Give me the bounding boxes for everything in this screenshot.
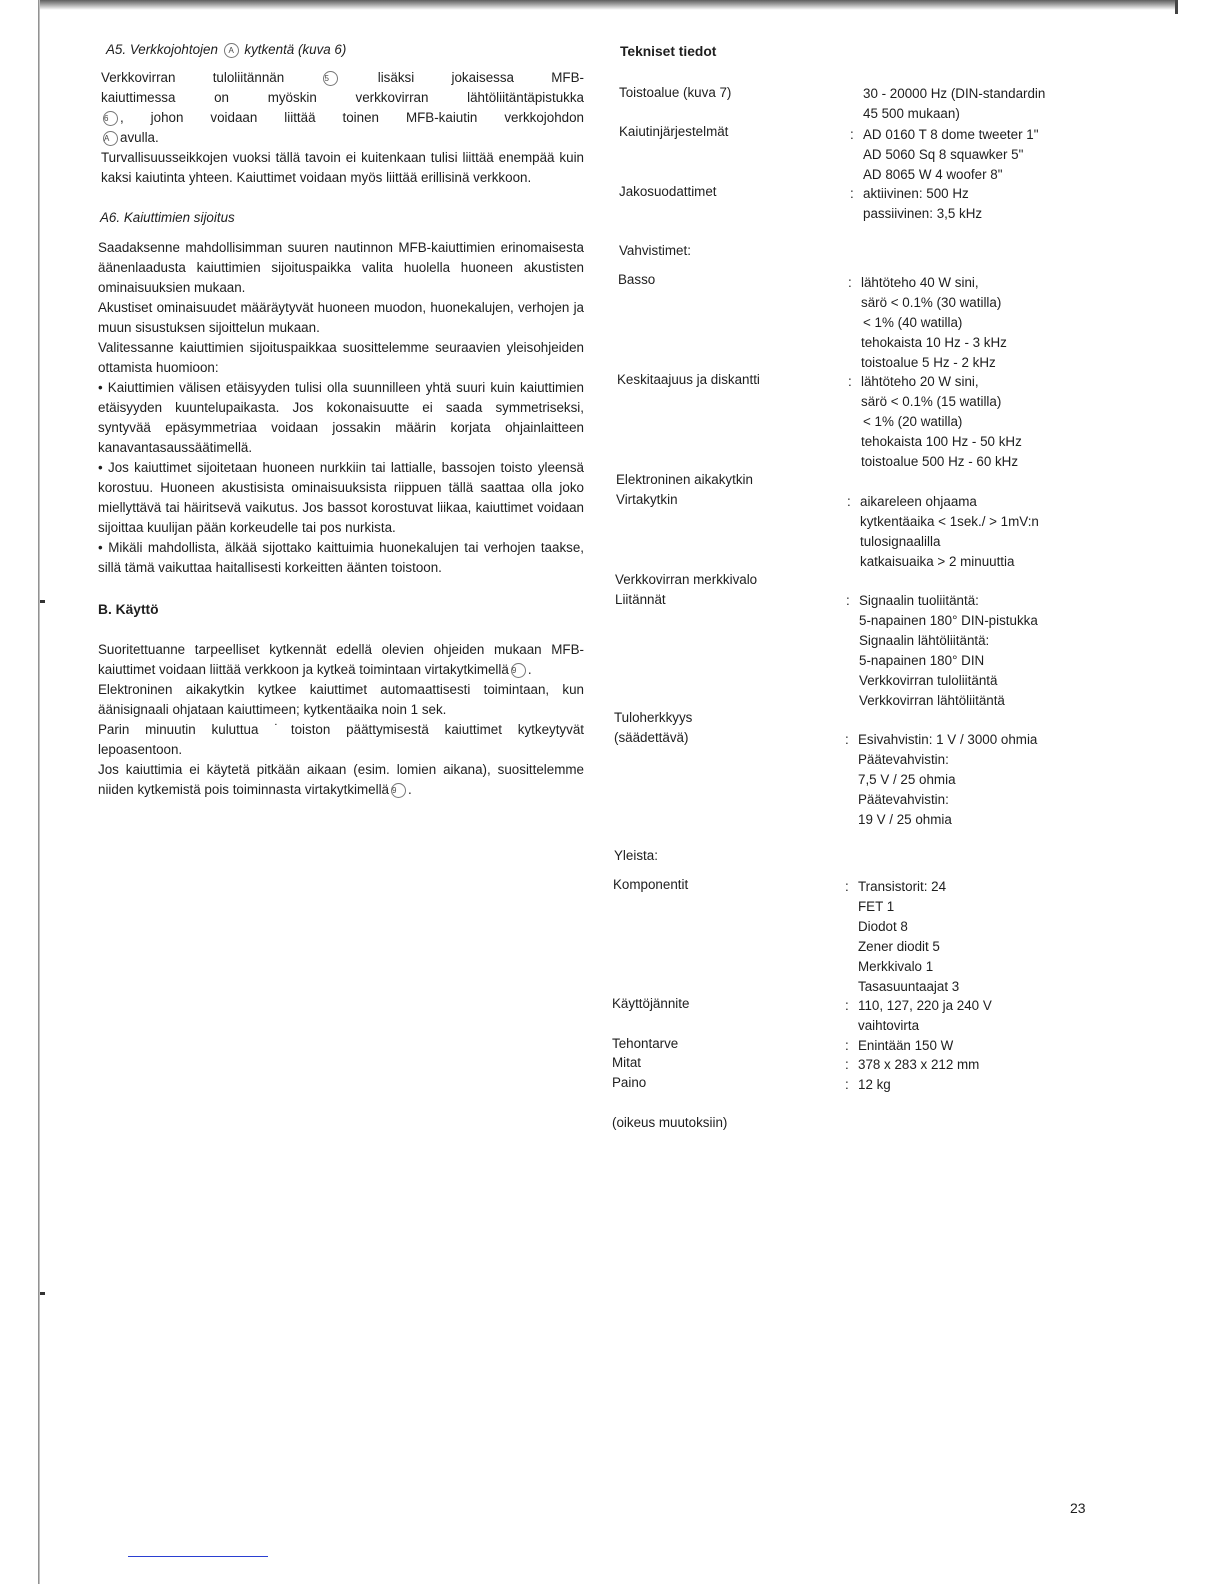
paragraph: Jos kaiuttimia ei käytetä pitkään aikaan (esim. lomien aikana), suosittelemme niiden kytkemistä pois toiminnasta virtakytkimellä 9 . bbox=[98, 762, 584, 797]
bullet-item: • Jos kaiuttimet sijoitetaan huoneen nurkkiin tai lattialle, bassojen toisto yleensä korostuu. Huoneen akustisista ominaisuuksista riippuen tällä saattaa olla joko miellyttävä tai häiritsevä vaikutus. Jos bassot korostuvat liikaa, kaiuttimet voidaan sijoittaa kuulijan pään korkeudelle tai pos nurkista. bbox=[98, 460, 584, 535]
bullet-item: • Mikäli mahdollista, älkää sijottako kaittuimia huonekalujen tai verhojen taakse, sillä tämä vaikuttaa haitallisesti korkeitten äänten toistoon. bbox=[98, 540, 584, 575]
paragraph: Valitessanne kaiuttimien sijoituspaikkaa suosittelemme seuraavien yleisohjeiden ottamista huomioon: bbox=[98, 340, 584, 375]
connector-6-symbol: 6 bbox=[103, 111, 118, 126]
section-a5-body bbox=[101, 68, 584, 188]
spec-value-liitannat: : Signaalin tuoliitäntä: 5-napainen 180° DIN-pistukka Signaalin lähtöliitäntä: 5-napainen 180° DIN Verkkovirran tuloliitäntä Verkkovirran lähtöliitäntä bbox=[846, 593, 1038, 708]
paragraph: Parin minuutin kuluttua ˙toiston päättymisestä kaiuttimet kytkeytyvät lepoasentoon. bbox=[98, 722, 584, 757]
spec-value-keskitaajuus: : lähtöteho 20 W sini, särö < 0.1% (15 watilla) < 1% (20 watilla) tehokaista 100 Hz - 50 kHz toistoalue 500 Hz - 60 kHz bbox=[848, 374, 1022, 469]
spec-label-kayttojannite: Käyttöjännite bbox=[612, 996, 690, 1011]
connector-a-symbol: A bbox=[224, 43, 239, 58]
spec-label-toistoalue: Toistoalue (kuva 7) bbox=[619, 85, 732, 100]
spec-value-basso: : lähtöteho 40 W sini, särö < 0.1% (30 watilla) < 1% (40 watilla) tehokaista 10 Hz - 3 kHz toistoalue 5 Hz - 2 kHz bbox=[848, 275, 1007, 370]
page-top-edge bbox=[40, 0, 1178, 10]
paragraph: 6 , johon voidaan liittää toinen MFB-kaiutin verkkojohdon bbox=[104, 110, 584, 125]
spec-label-tuloherkkyys: Tuloherkkyys (säädettävä) bbox=[614, 710, 693, 745]
spec-value-kayttojannite: : 110, 127, 220 ja 240 V vaihtovirta bbox=[845, 998, 992, 1033]
spec-note: (oikeus muutoksiin) bbox=[612, 1115, 728, 1130]
paragraph: A avulla. bbox=[104, 130, 159, 145]
spec-label-paino: Paino bbox=[612, 1075, 647, 1090]
paragraph: kaiuttimessa on myöskin verkkovirran lähtöliitäntäpistukka bbox=[101, 90, 584, 105]
spec-value-jakosuodattimet: : aktiivinen: 500 Hz passiivinen: 3,5 kHz bbox=[850, 186, 983, 221]
page-corner-mark bbox=[1175, 0, 1178, 14]
specs-title: Tekniset tiedot bbox=[620, 44, 717, 59]
spec-label-liitannat: Verkkovirran merkkivalo Liitännät bbox=[615, 572, 758, 607]
spec-value-tuloherkkyys: : Esivahvistin: 1 V / 3000 ohmia Päätevahvistin: 7,5 V / 25 ohmia Päätevahvistin: 19 V / 25 ohmia bbox=[845, 732, 1038, 827]
spec-label-jakosuodattimet: Jakosuodattimet bbox=[619, 184, 717, 199]
spec-value-toistoalue: 30 - 20000 Hz (DIN-standardin 45 500 mukaan) bbox=[863, 86, 1046, 121]
switch-9-symbol: 9 bbox=[511, 663, 526, 678]
paragraph: Verkkovirran tuloliitännän 5 lisäksi jokaisessa MFB- bbox=[101, 70, 584, 85]
spec-label-kaiutinjarjestelmat: Kaiutinjärjestelmät bbox=[619, 124, 729, 139]
paragraph: Elektroninen aikakytkin kytkee kaiuttimet automaattisesti toimintaan, kun äänisignaali ohjataan kaiuttimeen; kytkentäaika noin 1 sek. bbox=[98, 682, 584, 717]
section-a5-heading: A5. Verkkojohtojen A kytkentä (kuva 6) bbox=[106, 42, 347, 57]
spec-value-mitat: : 378 x 283 x 212 mm bbox=[845, 1057, 980, 1072]
spec-value-tehontarve: : Enintään 150 W bbox=[845, 1038, 954, 1053]
spec-label-aikakytkin: Elektroninen aikakytkin Virtakytkin bbox=[616, 472, 753, 507]
paragraph: Saadaksenne mahdollisimman suuren nautinnon MFB-kaiuttimien erinomaisesta äänenlaadusta kaiuttimien sijoituspaikka valita huolella huoneen akustisten ominaisuuksien mukaan. bbox=[98, 240, 584, 295]
margin-tick bbox=[40, 1292, 45, 1295]
switch-9-symbol: 9 bbox=[391, 783, 406, 798]
section-b-body bbox=[98, 640, 584, 800]
spec-value-komponentit: : Transistorit: 24 FET 1 Diodot 8 Zener diodit 5 Merkkivalo 1 Tasasuuntaajat 3 bbox=[845, 879, 960, 994]
paragraph: Akustiset ominaisuudet määräytyvät huoneen muodon, huonekalujen, verhojen ja muun sisustuksen sijoittelun mukaan. bbox=[98, 300, 584, 335]
section-b-heading: B. Käyttö bbox=[98, 602, 159, 617]
spec-label-komponentit: Komponentit bbox=[613, 877, 689, 892]
paragraph: Turvallisuusseikkojen vuoksi tällä tavoin ei kuitenkaan tulisi liittää enempää kuin kaksi kaiutinta yhteen. Kaiuttimet voidaan myös liittää erillisinä verkkoon. bbox=[101, 150, 584, 185]
bottom-rule bbox=[128, 1556, 268, 1557]
spec-label-tehontarve: Tehontarve bbox=[612, 1036, 679, 1051]
section-a6-heading: A6. Kaiuttimien sijoitus bbox=[100, 210, 235, 225]
spec-label-vahvistimet: Vahvistimet: bbox=[619, 243, 691, 258]
spec-value-aikakytkin: : aikareleen ohjaama kytkentäaika < 1sek./ > 1mV:n tulosignaalilla katkaisuaika > 2 minuuttia bbox=[847, 494, 1039, 569]
spec-label-keskitaajuus: Keskitaajuus ja diskantti bbox=[617, 372, 760, 387]
spec-value-kaiutinjarjestelmat: : AD 0160 T 8 dome tweeter 1" AD 5060 Sq 8 squawker 5" AD 8065 W 4 woofer 8" bbox=[850, 127, 1039, 182]
left-column bbox=[98, 40, 584, 800]
page-left-edge bbox=[38, 0, 40, 1584]
connector-a-symbol: A bbox=[103, 131, 118, 146]
spec-label-mitat: Mitat bbox=[612, 1055, 642, 1070]
connector-5-symbol: 5 bbox=[323, 71, 338, 86]
spec-value-paino: : 12 kg bbox=[845, 1077, 891, 1092]
section-a6-body bbox=[98, 238, 584, 578]
spec-label-basso: Basso bbox=[618, 272, 656, 287]
spec-label-yleista: Yleista: bbox=[614, 848, 658, 863]
bullet-item: • Kaiuttimien välisen etäisyyden tulisi olla suunnilleen yhtä suuri kuin kaiuttimien etäisyyden kuuntelupaikasta. Jos kokonaisuutte ei saada symmetriseksi, syntyvää epäsymmetriaa voidaan jossakin määrin korjata ohjainlaitteen kanavantasaussäätimellä. bbox=[98, 380, 584, 455]
paragraph: Suoritettuanne tarpeelliset kytkennät edellä olevien ohjeiden mukaan MFB-kaiuttimet voidaan liittää verkkoon ja kytkeä toimintaan virtakytkimellä 9 . bbox=[98, 642, 584, 677]
page-number: 23 bbox=[1070, 1500, 1086, 1516]
margin-tick bbox=[40, 600, 45, 603]
